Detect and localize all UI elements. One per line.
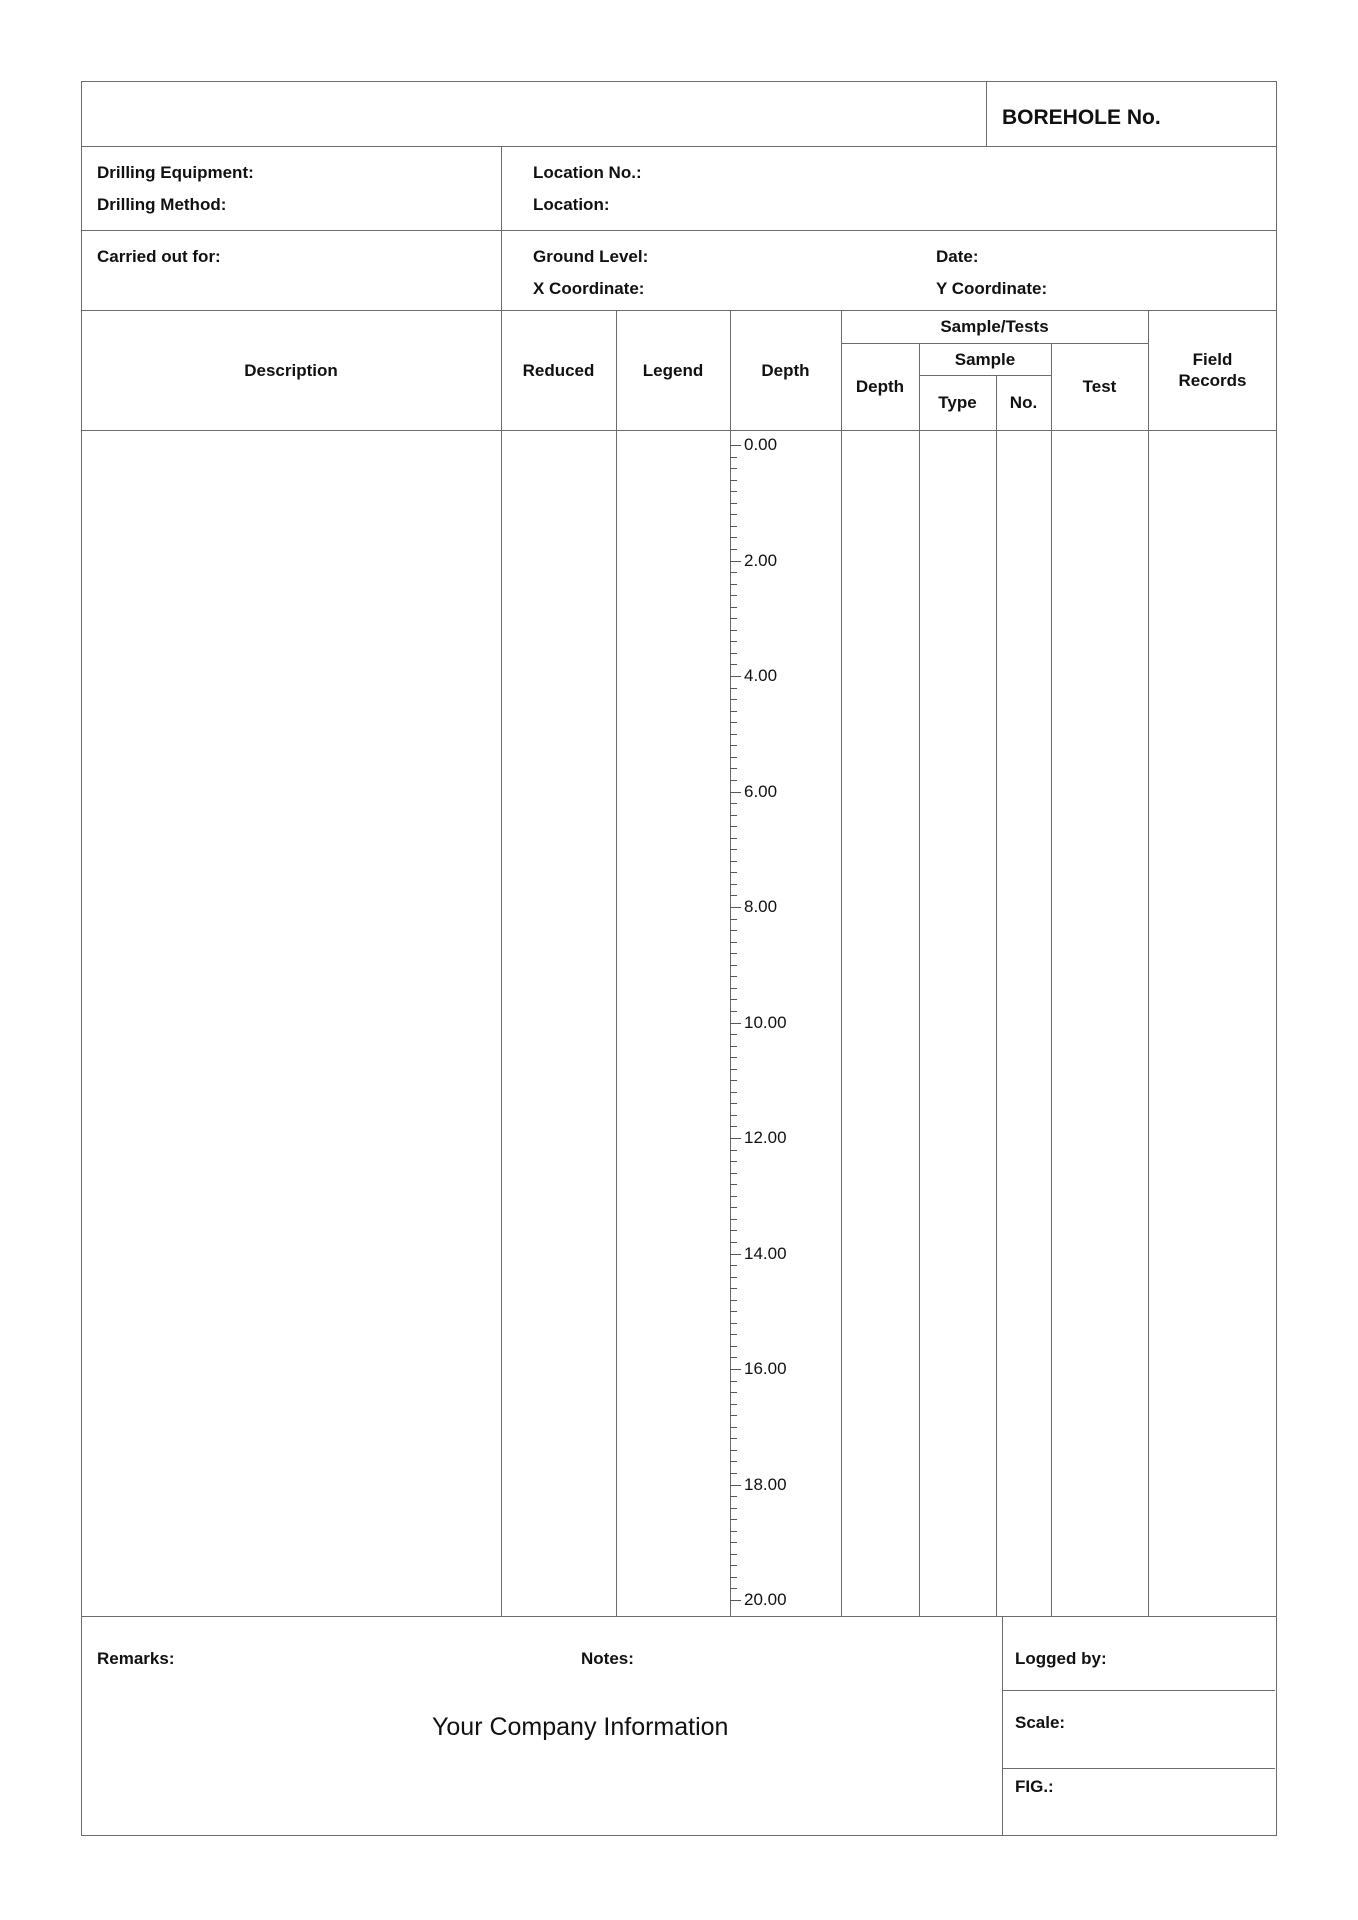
minor-tick <box>730 1588 737 1589</box>
column-header-type: Type <box>938 393 977 412</box>
minor-tick <box>730 768 737 769</box>
minor-tick <box>730 919 737 920</box>
minor-tick <box>730 1531 737 1532</box>
major-tick <box>730 1485 741 1486</box>
minor-tick <box>730 838 737 839</box>
minor-tick <box>730 641 737 642</box>
minor-tick <box>730 1415 737 1416</box>
column-header-field-records <box>1148 310 1277 430</box>
major-tick <box>730 907 741 908</box>
carried-out-for-label: Carried out for: <box>97 247 221 266</box>
divider <box>1002 1768 1275 1769</box>
divider <box>1002 1690 1275 1691</box>
column-header-sample-depth: Depth <box>855 377 905 396</box>
minor-tick <box>730 711 737 712</box>
location-label: Location: <box>533 195 610 214</box>
divider <box>1148 310 1149 1616</box>
minor-tick <box>730 1542 737 1543</box>
minor-tick <box>730 1508 737 1509</box>
column-header-depth: Depth <box>761 360 810 380</box>
depth-tick-label: 20.00 <box>744 1590 787 1609</box>
depth-tick-label: 16.00 <box>744 1359 787 1378</box>
borehole-number-label: BOREHOLE No. <box>1002 106 1161 129</box>
minor-tick <box>730 1184 737 1185</box>
minor-tick <box>730 861 737 862</box>
minor-tick <box>730 688 737 689</box>
divider <box>841 310 842 1616</box>
minor-tick <box>730 584 737 585</box>
minor-tick <box>730 942 737 943</box>
column-header-test: Test <box>1082 377 1117 396</box>
minor-tick <box>730 1346 737 1347</box>
column-header-sample-tests: Sample/Tests <box>940 317 1049 336</box>
major-tick <box>730 1023 741 1024</box>
depth-tick-label: 8.00 <box>744 897 778 916</box>
minor-tick <box>730 757 737 758</box>
minor-tick <box>730 1277 737 1278</box>
minor-tick <box>730 1265 737 1266</box>
divider <box>1051 343 1052 1616</box>
depth-tick-label: 18.00 <box>744 1475 787 1494</box>
minor-tick <box>730 1288 737 1289</box>
divider <box>81 1616 1277 1617</box>
minor-tick <box>730 1046 737 1047</box>
remarks-label: Remarks: <box>97 1649 175 1668</box>
minor-tick <box>730 722 737 723</box>
minor-tick <box>730 1404 737 1405</box>
depth-tick-label: 6.00 <box>744 782 778 801</box>
minor-tick <box>730 480 737 481</box>
notes-label: Notes: <box>581 1649 634 1668</box>
divider <box>616 310 617 1616</box>
company-info: Your Company Information <box>432 1713 729 1741</box>
minor-tick <box>730 1577 737 1578</box>
minor-tick <box>730 1519 737 1520</box>
minor-tick <box>730 618 737 619</box>
minor-tick <box>730 1461 737 1462</box>
divider <box>81 430 1277 431</box>
minor-tick <box>730 826 737 827</box>
minor-tick <box>730 1450 737 1451</box>
minor-tick <box>730 653 737 654</box>
depth-tick-label: 0.00 <box>744 435 778 454</box>
depth-ruler-axis <box>730 310 731 1616</box>
drilling-equipment-label: Drilling Equipment: <box>97 163 254 182</box>
minor-tick <box>730 1126 737 1127</box>
minor-tick <box>730 1242 737 1243</box>
minor-tick <box>730 630 737 631</box>
minor-tick <box>730 607 737 608</box>
logged-by-label: Logged by: <box>1015 1649 1107 1668</box>
minor-tick <box>730 457 737 458</box>
minor-tick <box>730 895 737 896</box>
major-tick <box>730 445 741 446</box>
minor-tick <box>730 1381 737 1382</box>
minor-tick <box>730 699 737 700</box>
minor-tick <box>730 572 737 573</box>
divider <box>1002 1616 1003 1836</box>
major-tick <box>730 792 741 793</box>
minor-tick <box>730 1300 737 1301</box>
major-tick <box>730 676 741 677</box>
divider <box>919 343 920 1616</box>
minor-tick <box>730 976 737 977</box>
depth-tick-label: 10.00 <box>744 1013 787 1032</box>
minor-tick <box>730 872 737 873</box>
minor-tick <box>730 1554 737 1555</box>
scale-label: Scale: <box>1015 1713 1066 1732</box>
minor-tick <box>730 664 737 665</box>
minor-tick <box>730 815 737 816</box>
minor-tick <box>730 1150 737 1151</box>
column-header-no: No. <box>1009 393 1038 412</box>
minor-tick <box>730 1103 737 1104</box>
minor-tick <box>730 491 737 492</box>
date-label: Date: <box>936 247 979 266</box>
minor-tick <box>730 1438 737 1439</box>
minor-tick <box>730 526 737 527</box>
ground-level-label: Ground Level: <box>533 247 649 266</box>
minor-tick <box>730 1323 737 1324</box>
minor-tick <box>730 1230 737 1231</box>
minor-tick <box>730 1392 737 1393</box>
minor-tick <box>730 1173 737 1174</box>
minor-tick <box>730 1011 737 1012</box>
minor-tick <box>730 1161 737 1162</box>
minor-tick <box>730 1115 737 1116</box>
major-tick <box>730 561 741 562</box>
divider <box>996 375 997 1616</box>
minor-tick <box>730 745 737 746</box>
minor-tick <box>730 1357 737 1358</box>
column-header-legend: Legend <box>642 360 704 380</box>
minor-tick <box>730 1080 737 1081</box>
y-coordinate-label: Y Coordinate: <box>936 279 1048 298</box>
minor-tick <box>730 1473 737 1474</box>
major-tick <box>730 1138 741 1139</box>
minor-tick <box>730 1334 737 1335</box>
minor-tick <box>730 595 737 596</box>
minor-tick <box>730 780 737 781</box>
minor-tick <box>730 999 737 1000</box>
minor-tick <box>730 1196 737 1197</box>
minor-tick <box>730 537 737 538</box>
minor-tick <box>730 734 737 735</box>
minor-tick <box>730 930 737 931</box>
minor-tick <box>730 503 737 504</box>
depth-tick-label: 4.00 <box>744 666 778 685</box>
minor-tick <box>730 1034 737 1035</box>
fig-label: FIG.: <box>1015 1777 1054 1796</box>
divider <box>81 230 1277 231</box>
field-records-line2: Records <box>1178 371 1247 390</box>
column-header-reduced: Reduced <box>522 360 595 380</box>
minor-tick <box>730 1311 737 1312</box>
divider <box>81 146 1277 147</box>
minor-tick <box>730 1207 737 1208</box>
column-header-sample: Sample <box>954 349 1016 369</box>
minor-tick <box>730 514 737 515</box>
depth-tick-label: 14.00 <box>744 1244 787 1263</box>
major-tick <box>730 1600 741 1601</box>
minor-tick <box>730 549 737 550</box>
minor-tick <box>730 803 737 804</box>
column-header-description: Description <box>244 360 338 380</box>
minor-tick <box>730 1069 737 1070</box>
minor-tick <box>730 884 737 885</box>
minor-tick <box>730 1057 737 1058</box>
minor-tick <box>730 1427 737 1428</box>
minor-tick <box>730 1219 737 1220</box>
x-coordinate-label: X Coordinate: <box>533 279 645 298</box>
minor-tick <box>730 988 737 989</box>
field-records-line1: Field <box>1192 350 1233 369</box>
drilling-method-label: Drilling Method: <box>97 195 227 214</box>
minor-tick <box>730 1565 737 1566</box>
minor-tick <box>730 953 737 954</box>
minor-tick <box>730 965 737 966</box>
minor-tick <box>730 1496 737 1497</box>
location-no-label: Location No.: <box>533 163 642 182</box>
minor-tick <box>730 849 737 850</box>
divider <box>501 430 502 1616</box>
depth-tick-label: 2.00 <box>744 551 778 570</box>
minor-tick <box>730 1092 737 1093</box>
major-tick <box>730 1254 741 1255</box>
major-tick <box>730 1369 741 1370</box>
divider <box>986 81 987 146</box>
depth-tick-label: 12.00 <box>744 1128 787 1147</box>
minor-tick <box>730 468 737 469</box>
